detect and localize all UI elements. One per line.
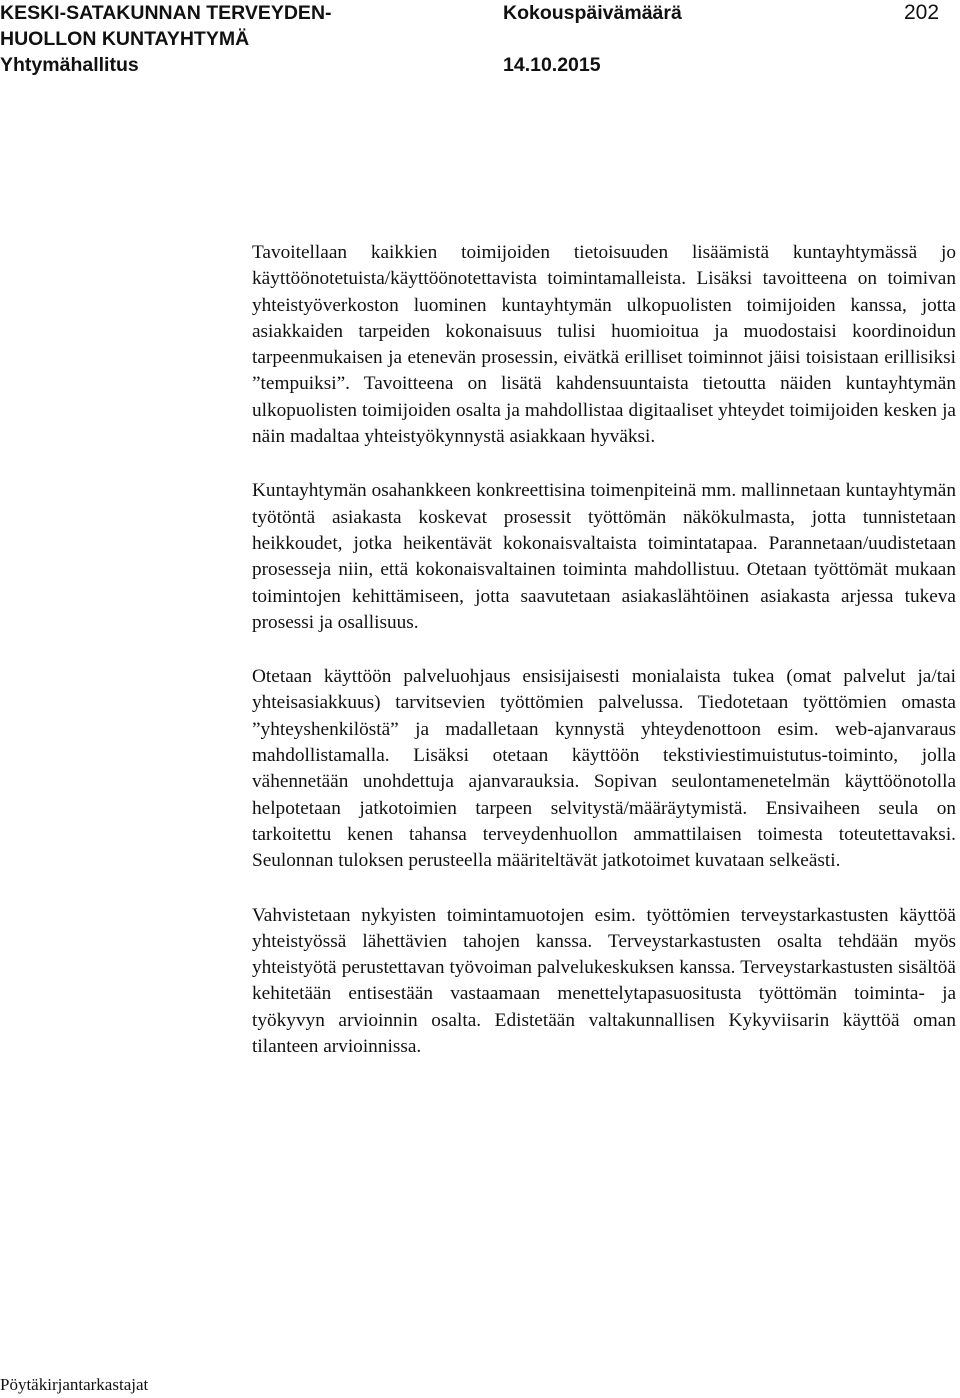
organization-name-line2: HUOLLON KUNTAYHTYMÄ xyxy=(0,28,250,50)
governing-body-name: Yhtymähallitus xyxy=(0,54,139,76)
organization-name-line1: KESKI-SATAKUNNAN TERVEYDEN- xyxy=(0,2,332,24)
paragraph-subproject-measures: Kuntayhtymän osahankkeen konkreettisina toimenpiteinä mm. mallinnetaan kuntayhtymän työtöntä asiakasta koskevat prosessit työttömän näkökulmasta, jotta tunnistetaan heikkoudet, jotka heikentävät kokonaisvaltaista toimintatapaa. Parannetaan/uudistetaan prosesseja niin, että kokonaisvaltainen toiminta mahdollistuu. Otetaan työttömät mukaan toimintojen kehittämiseen, jotta saavutetaan asiakaslähtöinen asiakasta arjessa tukeva prosessi ja osallisuus. xyxy=(252,480,956,633)
paragraph-health-checks: Vahvistetaan nykyisten toimintamuotojen esim. työttömien terveystarkastusten käyttöä yhteistyössä lähettävien tahojen kanssa. Terveystarkastusten osalta tehdään myös yhteistyötä perustettavan työvoiman palvelukeskuksen kanssa. Terveystarkastusten sisältöä kehitetään entisestään vastaamaan menettelytapasuositusta työttömän toiminta- ja työkyvyn arvioinnin osalta. Edistetään valtakunnallisen Kykyviisarin käyttöä oman tilanteen arvioinnissa. xyxy=(252,904,956,1058)
page-number: 202 xyxy=(904,1,940,24)
minutes-reviewers-label: Pöytäkirjantarkastajat xyxy=(0,1375,149,1394)
meeting-date-label: Kokouspäivämäärä xyxy=(503,2,682,24)
paragraph-service-guidance: Otetaan käyttöön palveluohjaus ensisijaisesti monialaista tukea (omat palvelut ja/tai yhteisasiakkuus) tarvitsevien työttömien palvelussa. Tiedotetaan työttömien omasta ”yhteyshenkilöstä” ja madalletaan kynnystä yhteydenottoon esim. web-ajanvaraus mahdollistamalla. Lisäksi otetaan käyttöön tekstiviestimuistutus-toiminto, jolla vähennetään unohdettuja ajanvarauksia. Sopivan seulontamenetelmän käyttöönotolla helpotetaan jatkotoimien tarpeen selvitystä/määräytymistä. Ensivaiheen seula on tarkoitettu kenen tahansa terveydenhuollon ammattilaisen toimesta toteutettavaksi. Seulonnan tuloksen perusteella määriteltävät jatkotoimet kuvataan selkeästi. xyxy=(252,666,956,872)
paragraph-awareness: Tavoitellaan kaikkien toimijoiden tietoisuuden lisäämistä kuntayhtymässä jo käyttöönotetuista/käyttöönotettavista toimintamalleista. Lisäksi tavoitteena on toimivan yhteistyöverkoston luominen kuntayhtymän ulkopuolisten toimijoiden kanssa, jotta asiakkaiden tarpeiden kokonaisuus tulisi huomioitua ja muodostaisi koordinoidun tarpeenmukaisen ja etenevän prosessin, eivätkä erilliset toiminnot jäisi toisistaan erillisiksi ”tempuiksi”. Tavoitteena on lisätä kahdensuuntaista tietoutta näiden kuntayhtymän ulkopuolisten toimijoiden osalta ja mahdollistaa digitaaliset yhteydet toimijoiden kesken ja näin madaltaa yhteistyökynnystä asiakkaan hyväksi. xyxy=(252,242,956,448)
document-body xyxy=(252,240,956,1088)
meeting-date: 14.10.2015 xyxy=(503,54,601,76)
